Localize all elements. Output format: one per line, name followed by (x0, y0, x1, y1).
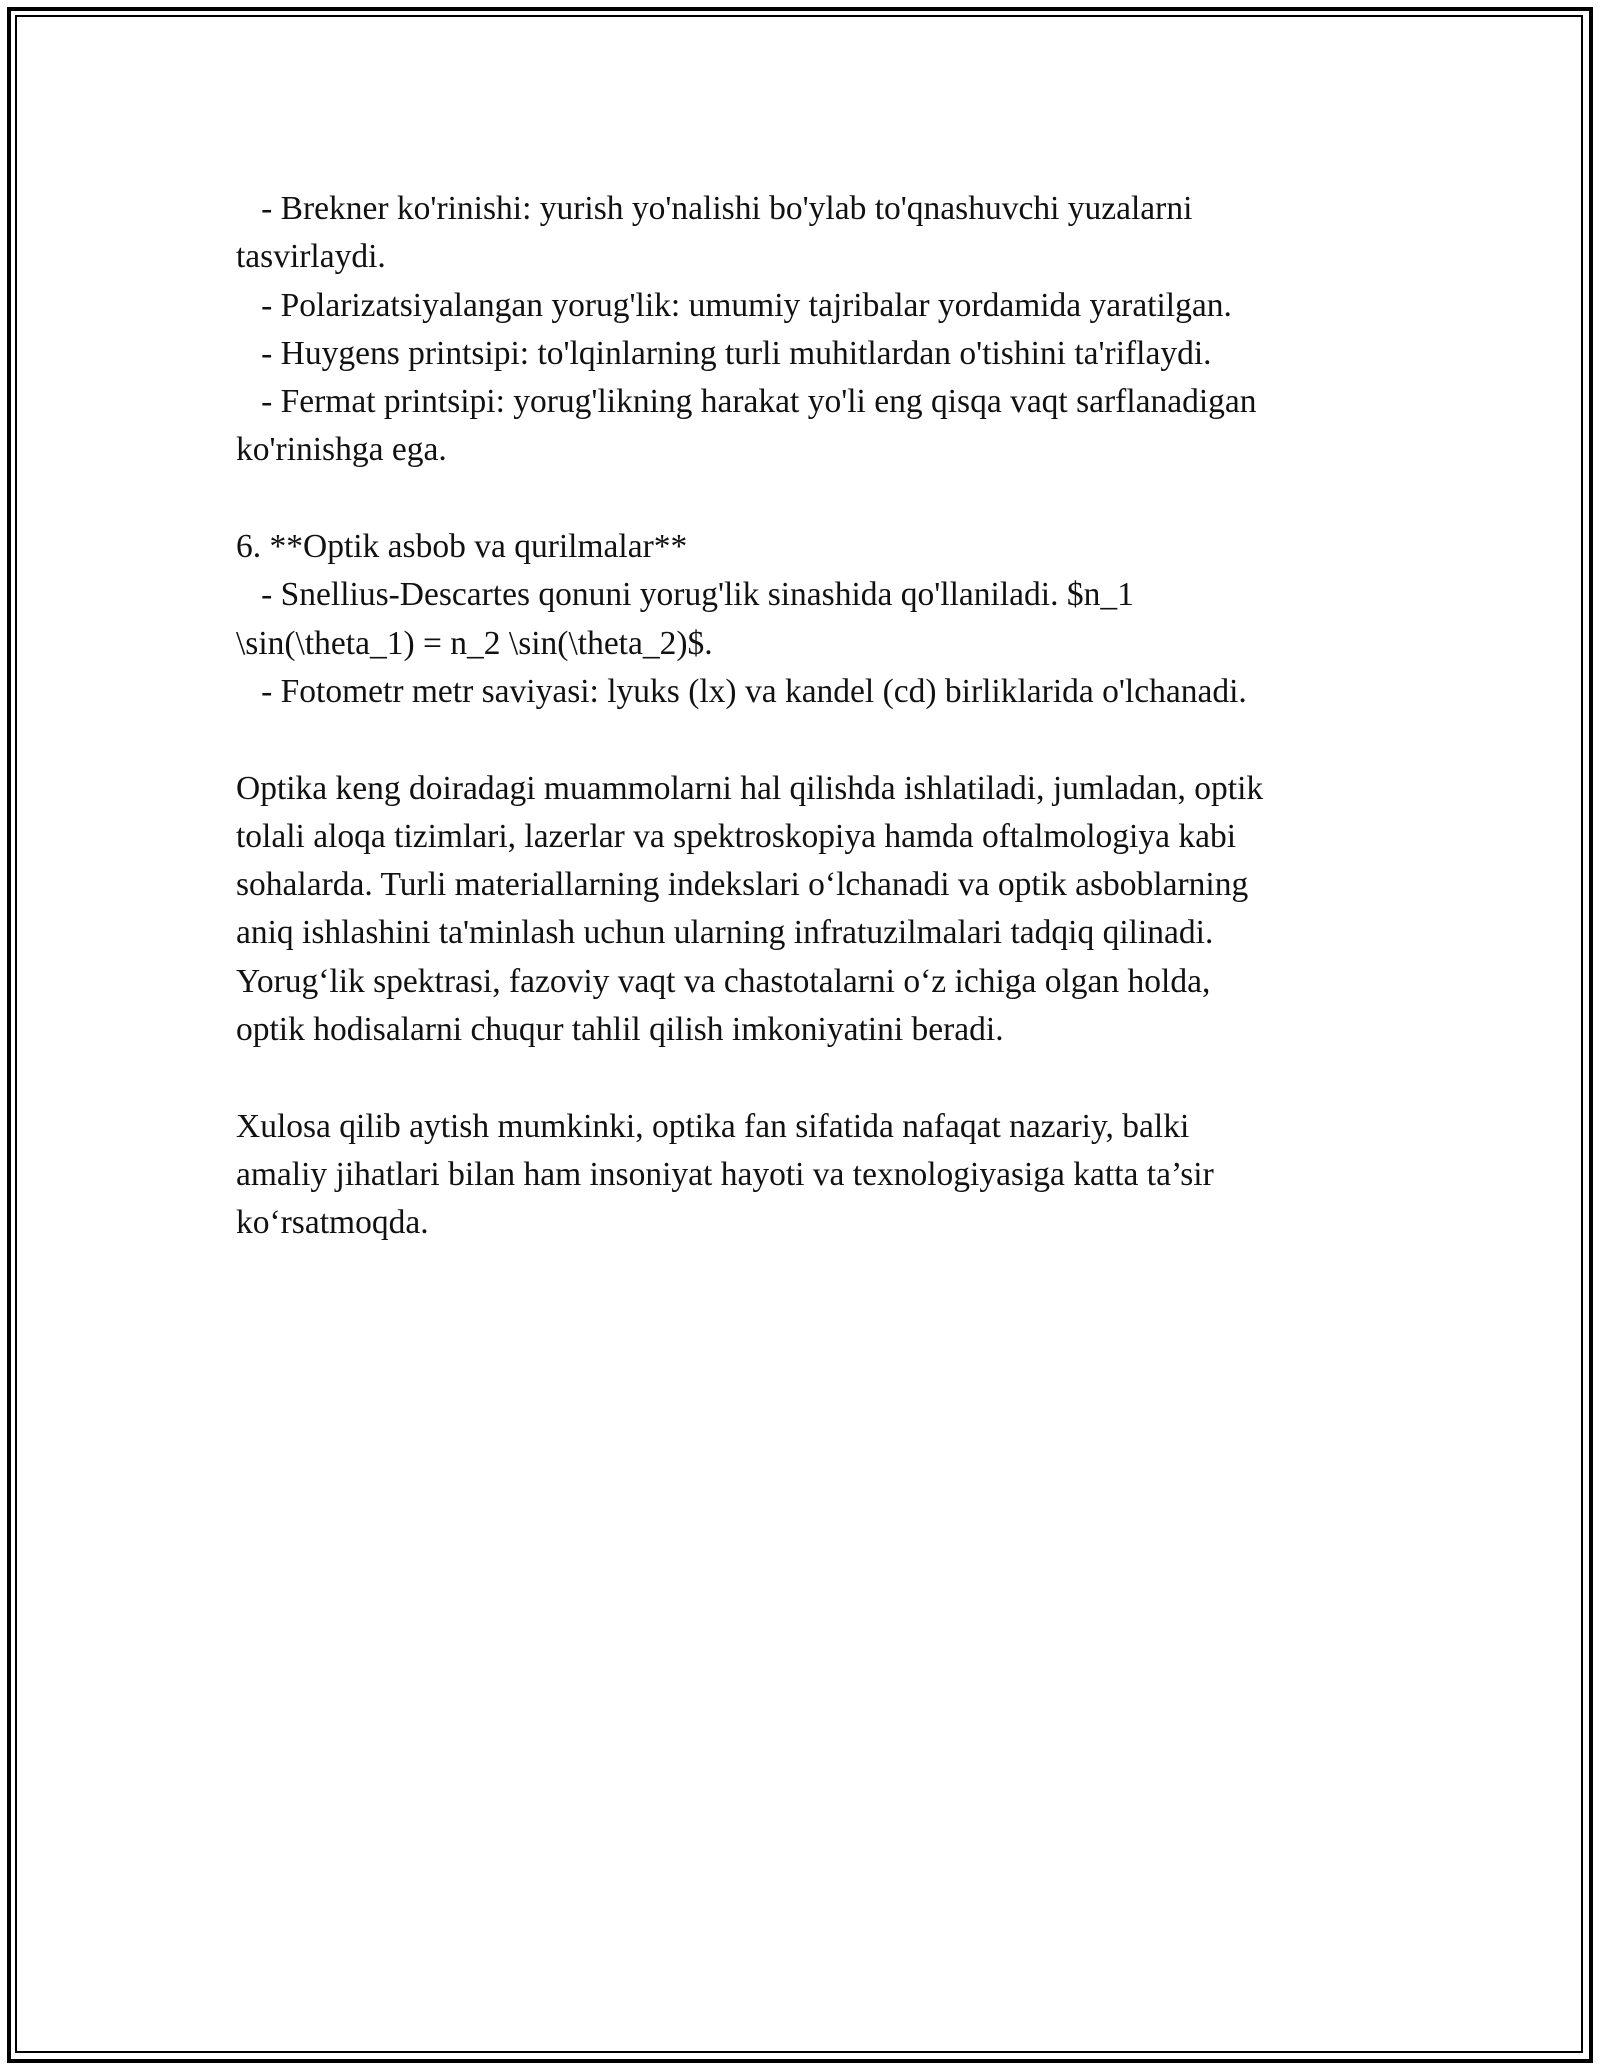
paragraph-line: Yorug‘lik spektrasi, fazoviy vaqt va chastotalarni o‘z ichiga olgan holda, (236, 962, 1211, 1000)
list-line: - Fermat printsipi: yorug'likning harakat yo'li eng qisqa vaqt sarflanadigan (236, 383, 1257, 421)
section-heading: 6. **Optik asbob va qurilmalar** (236, 528, 688, 566)
paragraph-line: tolali aloqa tizimlari, lazerlar va spektroskopiya hamda oftalmologiya kabi (236, 817, 1237, 855)
paragraph-line: amaliy jihatlari bilan ham insoniyat hayoti va texnologiyasiga katta ta’sir (236, 1155, 1214, 1193)
document-body (236, 185, 1386, 1248)
list-line: \sin(\theta_1) = n_2 \sin(\theta_2)$. (236, 624, 713, 662)
paragraph-line: Xulosa qilib aytish mumkinki, optika fan sifatida nafaqat nazariy, balki (236, 1107, 1190, 1145)
paragraph-line: sohalarda. Turli materiallarning indekslari o‘lchanadi va optik asboblarning (236, 866, 1249, 904)
list-line: tasvirlaydi. (236, 238, 386, 276)
list-line: - Huygens printsipi: to'lqinlarning turli muhitlardan o'tishini ta'riflaydi. (236, 334, 1212, 372)
paragraph-line: Optika keng doiradagi muammolarni hal qilishda ishlatiladi, jumladan, optik (236, 769, 1264, 807)
paragraph-gap (236, 475, 1386, 523)
paragraph-optics-applications (236, 765, 1386, 1055)
list-line: - Snellius-Descartes qonuni yorug'lik sinashida qo'llaniladi. $n_1 (236, 576, 1134, 614)
paragraph-conclusion (236, 1103, 1386, 1248)
paragraph-gap (236, 716, 1386, 764)
paragraph-line: ko‘rsatmoqda. (236, 1204, 429, 1242)
paragraph-line: aniq ishlashini ta'minlash uchun ularning infratuzilmalari tadqiq qilinadi. (236, 914, 1214, 952)
list-line: - Fotometr metr saviyasi: lyuks (lx) va kandel (cd) birliklarida o'lchanadi. (236, 672, 1247, 710)
list-block-1 (236, 185, 1386, 475)
list-line: - Polarizatsiyalangan yorug'lik: umumiy tajribalar yordamida yaratilgan. (236, 286, 1232, 324)
paragraph-line: optik hodisalarni chuqur tahlil qilish imkoniyatini beradi. (236, 1011, 1004, 1049)
section-6 (236, 523, 1386, 716)
list-line: ko'rinishga ega. (236, 431, 447, 469)
list-line: - Brekner ko'rinishi: yurish yo'nalishi bo'ylab to'qnashuvchi yuzalarni (236, 190, 1193, 227)
paragraph-gap (236, 1054, 1386, 1102)
